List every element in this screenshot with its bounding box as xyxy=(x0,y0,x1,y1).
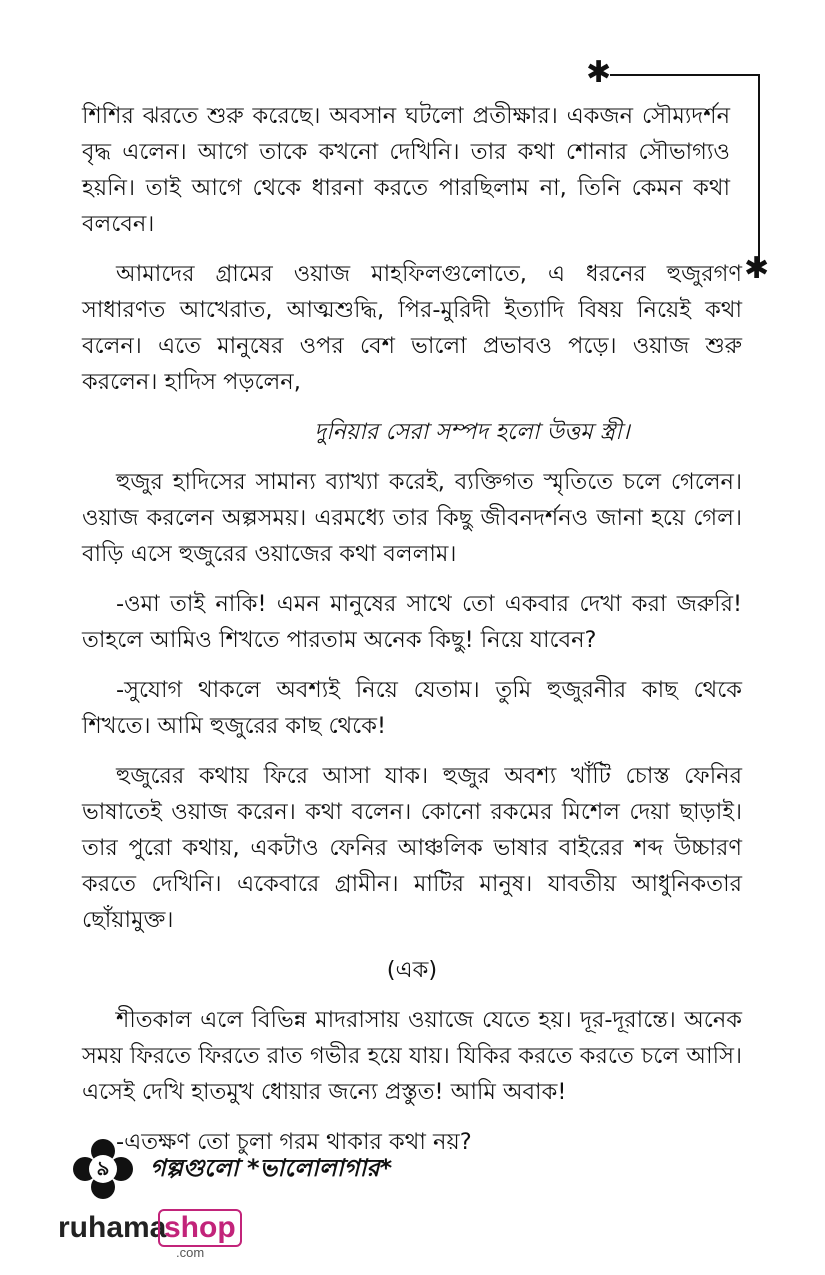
hadith-quote: দুনিয়ার সেরা সম্পদ হলো উত্তম স্ত্রী। xyxy=(314,419,630,445)
page-footer xyxy=(72,1138,492,1198)
paragraph: আমাদের গ্রামের ওয়াজ মাহফিলগুলোতে, এ ধরনের হুজুরগণ সাধারণত আখেরাত, আত্মশুদ্ধি, পির-মুরিদী ইত্যাদি বিষয় নিয়েই কথা বলেন। এতে মানুষের ওপর বেশ ভালো প্রভাবও পড়ে। ওয়াজ শুরু করলেন। হাদিস পড়লেন, xyxy=(82,261,742,395)
page-body xyxy=(82,98,742,1174)
paragraph: হুজুর হাদিসের সামান্য ব্যাখ্যা করেই, ব্যক্তিগত স্মৃতিতে চলে গেলেন। ওয়াজ করলেন অল্পসময়। এরমধ্যে তার কিছু জীবনদর্শনও জানা হয়ে গেল। বাড়ি এসে হুজুরের ওয়াজের কথা বললাম। xyxy=(82,469,742,567)
paragraph: শিশির ঝরতে শুরু করেছে। অবসান ঘটলো প্রতীক্ষার। একজন সৌম্যদর্শন বৃদ্ধ এলেন। আগে তাকে কখনো দেখিনি। তার কথা শোনার সৌভাগ্যও হয়নি। তাই আগে থেকে ধারনা করতে পারছিলাম না, তিনি কেমন কথা বলবেন। xyxy=(82,103,730,237)
star-ornament-icon: ✱ xyxy=(744,251,770,286)
decorative-border-top xyxy=(610,74,760,76)
dialogue-line: -ওমা তাই নাকি! এমন মানুষের সাথে তো একবার দেখা করা জরুরি! তাহলে আমিও শিখতে পারতাম অনেক কিছু! নিয়ে যাবেন? xyxy=(82,591,742,653)
watermark-brand: ruhama xyxy=(58,1211,167,1244)
watermark-shop: shop xyxy=(158,1209,242,1247)
page-number: ৯ xyxy=(96,1156,110,1180)
watermark-logo xyxy=(58,1205,258,1265)
book-title: গল্পগুলো *ভালোলাগার* xyxy=(150,1154,393,1182)
section-heading: (এক) xyxy=(386,957,438,983)
star-ornament-icon: ✱ xyxy=(586,55,612,90)
dialogue-line: -সুযোগ থাকলে অবশ্যই নিয়ে যেতাম। তুমি হুজুরনীর কাছ থেকে শিখতে। আমি হুজুরের কাছ থেকে! xyxy=(82,677,742,739)
paragraph: হুজুরের কথায় ফিরে আসা যাক। হুজুর অবশ্য খাঁটি চোস্ত ফেনির ভাষাতেই ওয়াজ করেন। কথা বলেন। কোনো রকমের মিশেল দেয়া ছাড়াই। তার পুরো কথায়, একটাও ফেনির আঞ্চলিক ভাষার বাইরের শব্দ উচ্চারণ করতে দেখিনি। একেবারে গ্রামীন। মাটির মানুষ। যাবতীয় আধুনিকতার ছোঁয়ামুক্ত। xyxy=(82,763,742,933)
paragraph: শীতকাল এলে বিভিন্ন মাদরাসায় ওয়াজে যেতে হয়। দূর-দূরান্তে। অনেক সময় ফিরতে ফিরতে রাত গভীর হয়ে যায়। যিকির করতে করতে চলে আসি। এসেই দেখি হাতমুখ ধোয়ার জন্যে প্রস্তুত! আমি অবাক! xyxy=(82,1007,742,1105)
watermark-domain: .com xyxy=(176,1245,205,1260)
decorative-border-right xyxy=(758,74,760,268)
dialogue-line: -এতক্ষণ তো চুলা গরম থাকার কথা নয়? xyxy=(116,1129,472,1155)
